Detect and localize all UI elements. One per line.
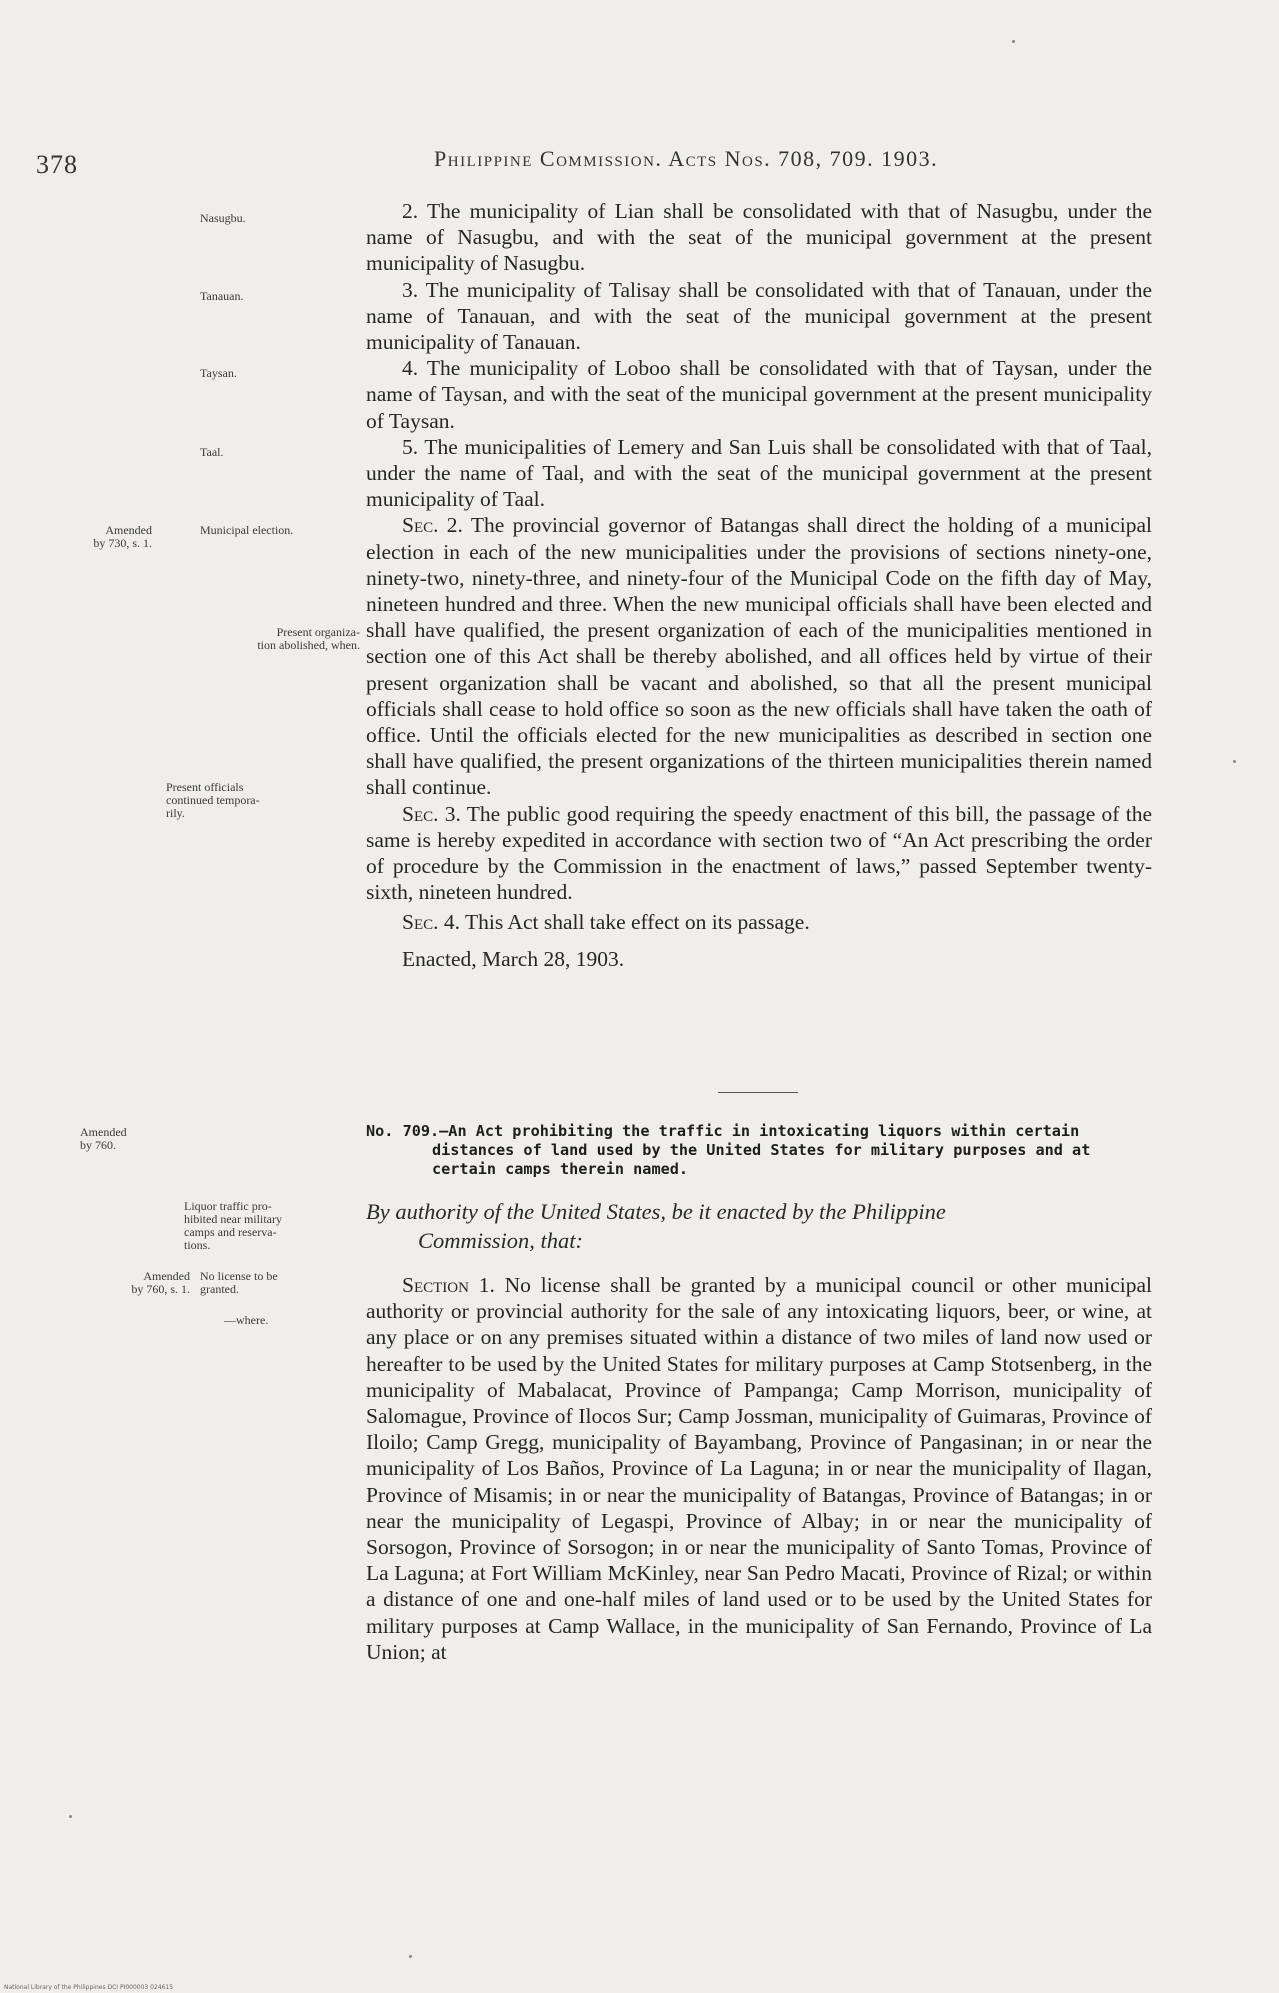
act-709-body — [366, 1272, 1152, 1665]
act-709-title-rest: distances of land used by the United States for military purposes and at certain camps therein named. — [432, 1141, 1091, 1178]
section-2 — [366, 512, 1152, 800]
act-709-section-1-text: No license shall be granted by a municipal council or other municipal authority or provincial authority for the sale of any intoxicating liquors, beer, or wine, at any place or on any premises situated within a distance of two miles of land now used or hereafter to be used by the United States for military purposes at Camp Stotsenberg, in the municipality of Mabalacat, Province of Pampanga; Camp Morrison, municipality of Salomague, Province of Ilocos Sur; Camp Jossman, municipality of Guimaras, Province of Iloilo; Camp Gregg, municipality of Bayambang, Province of Pangasinan; in or near the municipality of Los Baños, Province of La Laguna; in or near the municipality of Ilagan, Province of Misamis; in or near the municipality of Batangas, Province of Batangas; in or near the municipality of Legaspi, Province of Albay; in or near the municipality of Sorsogon, Province of Sorsogon; in or near the municipality of Santo Tomas, Province of La Laguna; at Fort William McKinley, near San Pedro Macati, Province of Rizal; or within a distance of one and one-half miles of land used or to be used by the United States for military purposes at Camp Wallace, in the municipality of San Fernando, Province of La Union; at — [366, 1273, 1152, 1664]
margin-note-municipal-election: Municipal election. — [200, 523, 294, 537]
act-709-heading — [366, 1122, 1156, 1179]
margin-note-amended-730: Amended by 730, s. 1. — [93, 523, 152, 550]
scan-speck — [409, 1955, 412, 1958]
section-3-text: The public good requiring the speedy enactment of this bill, the passage of the same is hereby expedited in accordance with section two of “An Act prescribing the order of procedure by the Commission in the enactment of laws,” passed September twenty-sixth, nineteen hundred. — [366, 801, 1152, 905]
section-2-text: The provincial governor of Batangas shall direct the holding of a municipal election in each of the new municipalities under the provisions of sections ninety-one, ninety-two, ninety-three, and ninety-four of the Municipal Code on the fifth day of May, nineteen hundred and three. When the new municipal officials shall have been elected and shall have qualified, the present organization of each of the municipalities mentioned in section one of this Act shall be thereby abolished, and all offices held by virtue of their present organization shall be vacant and abolished, so that all the present municipal officials shall cease to hold office so soon as the new officials shall have taken the oath of office. Until the officials elected for the new municipalities as described in section one shall have qualified, the present organizations of the thirteen municipalities therein named shall continue. — [366, 513, 1153, 800]
margin-note-nasugbu: Nasugbu. — [200, 211, 246, 225]
paragraph-5: 5. The municipalities of Lemery and San Luis shall be consolidated with that of Taal, under the name of Taal, and with the seat of the municipal government at the present municipality of Taal. — [366, 434, 1152, 512]
act-709-section-1-label: Section 1. — [402, 1273, 495, 1297]
section-3-label: Sec. 3. — [402, 801, 461, 826]
act-709-number: No. 709. — [366, 1122, 440, 1140]
margin-note-taysan: Taysan. — [200, 366, 237, 380]
margin-note-liquor-traffic: Liquor traffic pro- hibited near military camps and reserva- tions. — [184, 1199, 282, 1252]
enacting-clause — [366, 1197, 1156, 1255]
enacted-date: Enacted, March 28, 1903. — [402, 946, 625, 971]
scan-speck — [1012, 40, 1015, 43]
margin-note-tanauan: Tanauan. — [200, 289, 244, 303]
margin-note-amended-760-s1: Amended by 760, s. 1. — [131, 1269, 190, 1296]
margin-note-amended-760: Amended by 760. — [80, 1125, 127, 1152]
section-4-label: Sec. 4. — [402, 910, 460, 935]
section-divider — [718, 1092, 798, 1093]
margin-note-present-officials: Present officials continued tempora- rily. — [166, 780, 260, 820]
margin-note-where: —where. — [224, 1313, 269, 1327]
paragraph-3: 3. The municipality of Talisay shall be consolidated with that of Tanauan, under the name of Tanauan, and with the seat of the municipal government at the present municipality of Tanauan. — [366, 277, 1152, 355]
margin-note-taal: Taal. — [200, 445, 224, 459]
margin-note-no-license: No license to be granted. — [200, 1269, 278, 1296]
act-709-section-1 — [366, 1272, 1152, 1665]
page-number: 378 — [36, 150, 78, 179]
margin-note-present-organization: Present organiza- tion abolished, when. — [257, 625, 360, 652]
scan-speck — [69, 1815, 72, 1818]
paragraph-4: 4. The municipality of Loboo shall be consolidated with that of Taysan, under the name of Taysan, and with the seat of the municipal government at the present municipality of Taysan. — [366, 356, 1152, 433]
section-2-label: Sec. 2. — [402, 513, 463, 538]
section-4 — [366, 909, 1152, 935]
act-708-body — [366, 198, 1152, 972]
section-3 — [366, 801, 1152, 906]
enacting-line-2: Commission, that: — [418, 1228, 584, 1253]
paragraph-2: 2. The municipality of Lian shall be consolidated with that of Nasugbu, under the name of Nasugbu, and with the seat of the municipal government at the present municipality of Nasugbu. — [366, 199, 1152, 276]
act-709-title-line1: —An Act prohibiting the traffic in intoxicating liquors within certain — [439, 1122, 1080, 1140]
scan-footer: National Library of the Philippines DCI PI000003 024615 — [4, 1984, 174, 1991]
scan-speck — [1233, 760, 1236, 763]
section-4-text: This Act shall take effect on its passage. — [465, 910, 810, 935]
enacting-line-1: By authority of the United States, be it enacted by the Philippine — [366, 1199, 946, 1224]
running-head: Philippine Commission. Acts Nos. 708, 709. 1903. — [434, 146, 939, 171]
